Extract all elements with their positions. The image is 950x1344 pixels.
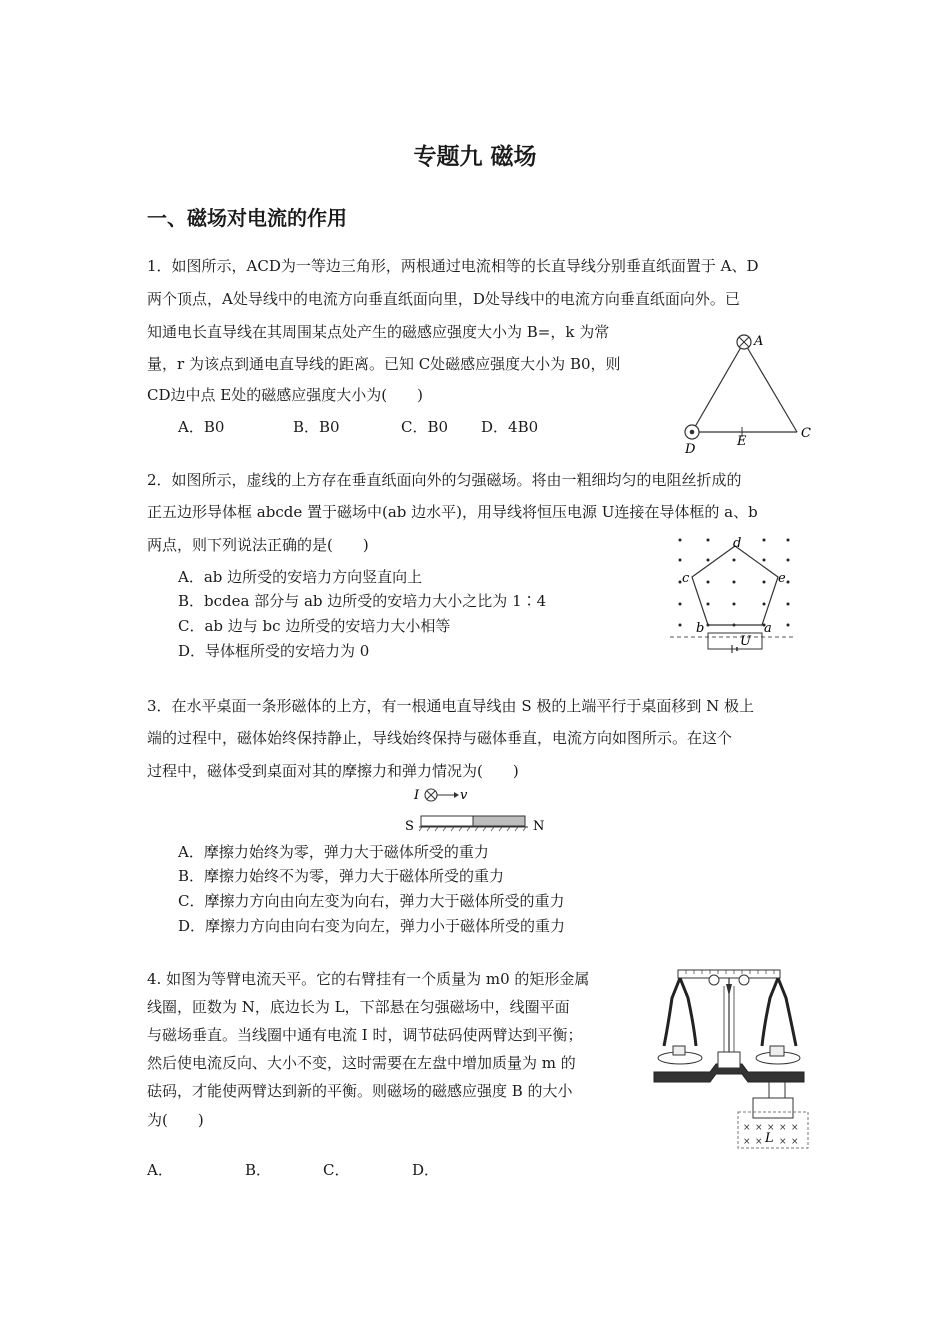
q1-line-5: CD边中点 E处的磁感应强度大小为( ) xyxy=(147,386,423,404)
q4-line-3: 与磁场垂直。当线圈中通有电流 I 时，调节砝码使两臂达到平衡； xyxy=(147,1026,583,1044)
section-heading: 一、磁场对电流的作用 xyxy=(147,206,347,230)
label-l: L xyxy=(765,1131,774,1146)
label-e: e xyxy=(778,571,786,586)
triangle-figure xyxy=(670,328,820,458)
svg-text:×: × xyxy=(779,1123,787,1133)
label-c: C xyxy=(801,426,811,441)
q1-option-b: B．B0 xyxy=(293,418,340,436)
bar-magnet-figure xyxy=(402,784,552,834)
label-a: A xyxy=(754,334,764,349)
arrow-right-icon xyxy=(454,792,459,798)
q3-line-3: 过程中，磁体受到桌面对其的摩擦力和弹力情况为( ) xyxy=(147,762,519,780)
q4-line-4: 然后使电流反向、大小不变，这时需要在左盘中增加质量为 m 的 xyxy=(147,1054,576,1072)
q3-option-d: D．摩擦力方向由向右变为向左，弹力小于磁体所受的重力 xyxy=(178,917,566,935)
q3-option-b: B．摩擦力始终不为零，弹力大于磁体所受的重力 xyxy=(178,867,505,885)
label-u: U xyxy=(740,634,751,649)
pentagon-figure xyxy=(668,532,798,657)
label-n: N xyxy=(533,819,545,834)
label-b: b xyxy=(696,621,705,636)
label-d: d xyxy=(733,536,742,551)
q1-option-a: A．B0 xyxy=(178,418,225,436)
q2-option-c: C．ab 边与 bc 边所受的安培力大小相等 xyxy=(178,617,451,635)
q1-line-1: 1．如图所示，ACD为一等边三角形，两根通过电流相等的长直导线分别垂直纸面置于 A、D xyxy=(147,257,759,275)
label-s: S xyxy=(405,819,414,834)
label-i: I xyxy=(414,788,420,803)
q3-option-c: C．摩擦力方向由向左变为向右，弹力大于磁体所受的重力 xyxy=(178,892,565,910)
q2-line-1: 2．如图所示，虚线的上方存在垂直纸面向外的匀强磁场。将由一粗细均匀的电阻丝折成的 xyxy=(147,471,742,489)
svg-text:×: × xyxy=(791,1137,799,1147)
page-title: 专题九 磁场 xyxy=(413,144,537,170)
q4-option-c: C． xyxy=(323,1161,350,1179)
label-e: E xyxy=(737,434,747,449)
svg-text:×: × xyxy=(779,1137,787,1147)
q4-option-b: B． xyxy=(245,1161,272,1179)
q1-option-d: D．4B0 xyxy=(481,418,539,436)
q3-line-1: 3．在水平桌面一条形磁体的上方，有一根通电直导线由 S 极的上端平行于桌面移到 N 极上 xyxy=(147,697,755,715)
q4-line-2: 线圈，匝数为 N，底边长为 L，下部悬在匀强磁场中，线圈平面 xyxy=(147,998,570,1016)
q1-option-c: C．B0 xyxy=(401,418,449,436)
svg-text:×: × xyxy=(755,1123,763,1133)
q4-line-1: 4. 如图为等臂电流天平。它的右臂挂有一个质量为 m0 的矩形金属 xyxy=(147,970,590,988)
label-v: v xyxy=(460,788,468,803)
svg-text:×: × xyxy=(743,1137,751,1147)
q4-line-5: 砝码，才能使两臂达到新的平衡。则磁场的磁感应强度 B 的大小 xyxy=(147,1082,573,1100)
q4-line-6: 为( ) xyxy=(147,1111,204,1129)
q1-line-2: 两个顶点，A处导线中的电流方向垂直纸面向里，D处导线中的电流方向垂直纸面向外。已 xyxy=(147,290,740,308)
label-a: a xyxy=(764,621,772,636)
label-d: D xyxy=(685,442,696,457)
q2-option-a: A．ab 边所受的安培力方向竖直向上 xyxy=(178,568,423,586)
current-balance-figure xyxy=(650,966,810,1152)
label-c: c xyxy=(682,571,690,586)
q4-option-a: A． xyxy=(147,1161,173,1179)
q3-option-a: A．摩擦力始终为零，弹力大于磁体所受的重力 xyxy=(178,843,489,861)
q4-option-d: D． xyxy=(412,1161,440,1179)
q1-line-3: 知通电长直导线在其周围某点处产生的磁感应强度大小为 B=，k 为常 xyxy=(147,323,610,341)
q2-line-3: 两点，则下列说法正确的是( ) xyxy=(147,536,369,554)
q3-line-2: 端的过程中，磁体始终保持静止，导线始终保持与磁体垂直，电流方向如图所示。在这个 xyxy=(147,729,733,747)
q2-option-b: B．bcdea 部分与 ab 边所受的安培力大小之比为 1∶4 xyxy=(178,592,547,610)
svg-text:×: × xyxy=(743,1123,751,1133)
q2-line-2: 正五边形导体框 abcde 置于磁场中(ab 边水平)，用导线将恒压电源 U连接在导体框的 a、b xyxy=(147,503,758,521)
q1-line-4: 量，r 为该点到通电直导线的距离。已知 C处磁感应强度大小为 B0，则 xyxy=(147,355,621,373)
q2-option-d: D．导体框所受的安培力为 0 xyxy=(178,642,370,660)
svg-text:×: × xyxy=(755,1137,763,1147)
svg-text:×: × xyxy=(767,1123,775,1133)
svg-text:×: × xyxy=(791,1123,799,1133)
